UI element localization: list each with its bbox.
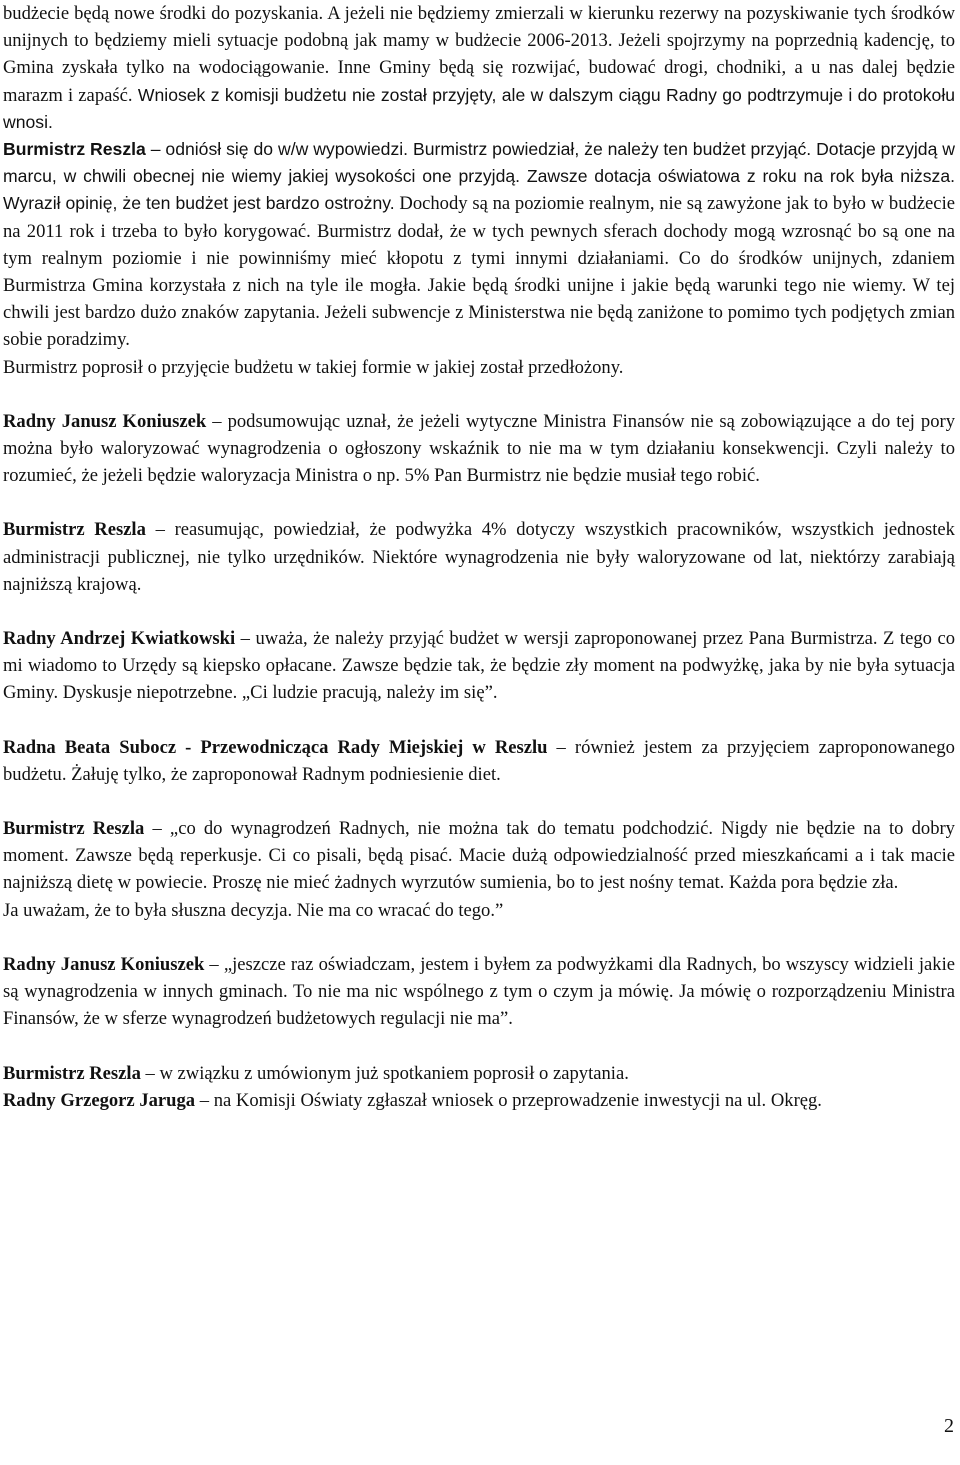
budget-funds-text: budżecie będą nowe środki do pozyskania. A jeżeli nie będziemy zmierzali w kierunku rezerwy na pozyskiwanie tych środków unijnych to będziemy mieli sytuacje podobną jak mamy w budżecie 2006-2013. Jeżeli spojrzymy na poprzednią kadencję, to Gmina zyskała tylko na wodociągowanie. Inne Gminy będą się rozwijać, budować drogi, chodniki, a u nas dalej będzie marazm i zapaść. bbox=[3, 3, 955, 106]
page-number: 2 bbox=[944, 1415, 954, 1437]
paragraph-jaruga bbox=[3, 1087, 955, 1114]
paragraph-subocz bbox=[3, 734, 955, 788]
speaker-name: Burmistrz Reszla bbox=[3, 818, 145, 840]
paragraph-burmistrz-3 bbox=[3, 1060, 955, 1087]
speaker-name: Burmistrz Reszla bbox=[3, 519, 146, 541]
statement-text: – uważa, że należy przyjąć budżet w wersji zaproponowanej przez Pana Burmistrza. Z tego co mi wiadomo to Urzędy są kiepsko opłacane. Zawsze będzie tak, że będzie zły moment na podwyżkę, jaka by nie była sytuacja Gminy. Dyskusje niepotrzebne. „Ci ludzie pracują, należy im się”. bbox=[3, 628, 955, 704]
paragraph-koniuszek-1 bbox=[3, 408, 955, 490]
paragraph-kwiatkowski bbox=[3, 625, 955, 707]
mayor-revenue-text: Dochody są na poziomie realnym, nie są zawyżone jak to było w budżecie na 2011 rok i trzeba to było korygować. Burmistrz dodał, że w tych pewnych sferach dochody mogą wzrosnąć bo są one na tym realnym poziomie i nie powinniśmy mieć kłopotu z tymi innymi działaniami. Co do środków unijnych, zdaniem Burmistrza Gmina korzystała z nich na tyle ile mogła. Jakie będą środki unijne i jakie będą warunki tego nie wiemy. W tej chwili jest bardzo dużo znaków zapytania. Jeżeli subwencje z Ministerstwa nie będą zaniżone to pomimo tych podjętych zmian sobie poradzimy. bbox=[3, 193, 955, 351]
statement-text: – również jestem za przyjęciem zaproponowanego budżetu. Żałuję tylko, że zaproponował Radnym podniesienie diet. bbox=[3, 736, 955, 785]
speaker-name: Radny Janusz Koniuszek bbox=[3, 953, 205, 975]
statement-text: – reasumując, powiedział, że podwyżka 4% dotyczy wszystkich pracowników, wszystkich jednostek administracji publicznej, nie tylko urzędników. Niektóre wynagrodzenia nie były waloryzowane od lat, niektórzy zarabiają najniższą krajową. bbox=[3, 519, 955, 595]
speaker-name: Burmistrz Reszla bbox=[3, 1062, 141, 1084]
paragraph-burmistrz-1 bbox=[3, 516, 955, 598]
statement-text: – podsumowując uznał, że jeżeli wytyczne Ministra Finansów nie są zobowiązujące a do tej pory można było waloryzować wynagrodzenia o ogłoszony wskaźnik to nie ma w tym działaniu konsekwencji. Czyli należy to rozumieć, że jeżeli będzie waloryzacja Ministra o np. 5% Pan Burmistrz nie będzie musiał tego robić. bbox=[3, 410, 955, 487]
statement-text: – „co do wynagrodzeń Radnych, nie można tak do tematu podchodzić. Nigdy nie będzie na to dobry moment. Zawsze będą reperkusje. Ci co pisali, będą pisać. Macie dużą odpowiedzialność przed mieszkańcami a i tak macie najniższą dietę w powiecie. Proszę nie mieć żadnych wyrzutów sumienia, bo to jest nośny temat. Każda pora będzie zła. bbox=[3, 818, 955, 894]
mayor-request-text: Burmistrz poprosił o przyjęcie budżetu w takiej formie w jakiej został przedłożony. bbox=[3, 356, 624, 378]
speaker-name: Burmistrz Reszla bbox=[3, 139, 146, 160]
statement-tail-text: Ja uważam, że to była słuszna decyzja. Nie ma co wracać do tego.” bbox=[3, 899, 504, 921]
committee-motion-text: Wniosek z komisji budżetu nie został przyjęty, ale w dalszym ciągu Radny go podtrzymuje i do protokołu wnosi. bbox=[3, 84, 956, 132]
speaker-name: Radny Andrzej Kwiatkowski bbox=[3, 628, 236, 650]
paragraph-burmistrz-2 bbox=[3, 815, 955, 924]
statement-text: – „jeszcze raz oświadczam, jestem i byłem za podwyżkami dla Radnych, bo wszyscy widzieli jakie są wynagrodzenia w innych gminach. To nie ma nic wspólnego z tym o czym ja mówię. Ja mówię o rozporządzeniu Ministra Finansów, że w sferze wynagrodzeń budżetowych regulacji nie ma”. bbox=[3, 953, 955, 1030]
paragraph-budget-discussion bbox=[3, 0, 955, 381]
statement-text: – na Komisji Oświaty zgłaszał wniosek o przeprowadzenie inwestycji na ul. Okręg. bbox=[195, 1089, 822, 1111]
speaker-name: Radna Beata Subocz - Przewodnicząca Rady Miejskiej w Reszlu bbox=[3, 736, 548, 758]
statement-text: – w związku z umówionym już spotkaniem poprosił o zapytania. bbox=[140, 1062, 629, 1084]
mayor-response-text: – odniósł się do w/w wypowiedzi. Burmistrz powiedział, że należy ten budżet przyjąć. Dotacje przyjdą w marcu, w chwili obecnej nie wiemy jakiej wysokości one przyjdą. Zawsze dotacja oświatowa z roku na rok była niższa. Wyraził opinię, że ten budżet jest bardzo ostrożny. bbox=[3, 139, 955, 214]
speaker-name: Radny Janusz Koniuszek bbox=[3, 410, 207, 432]
paragraph-koniuszek-2 bbox=[3, 951, 955, 1033]
speaker-name: Radny Grzegorz Jaruga bbox=[3, 1089, 196, 1111]
